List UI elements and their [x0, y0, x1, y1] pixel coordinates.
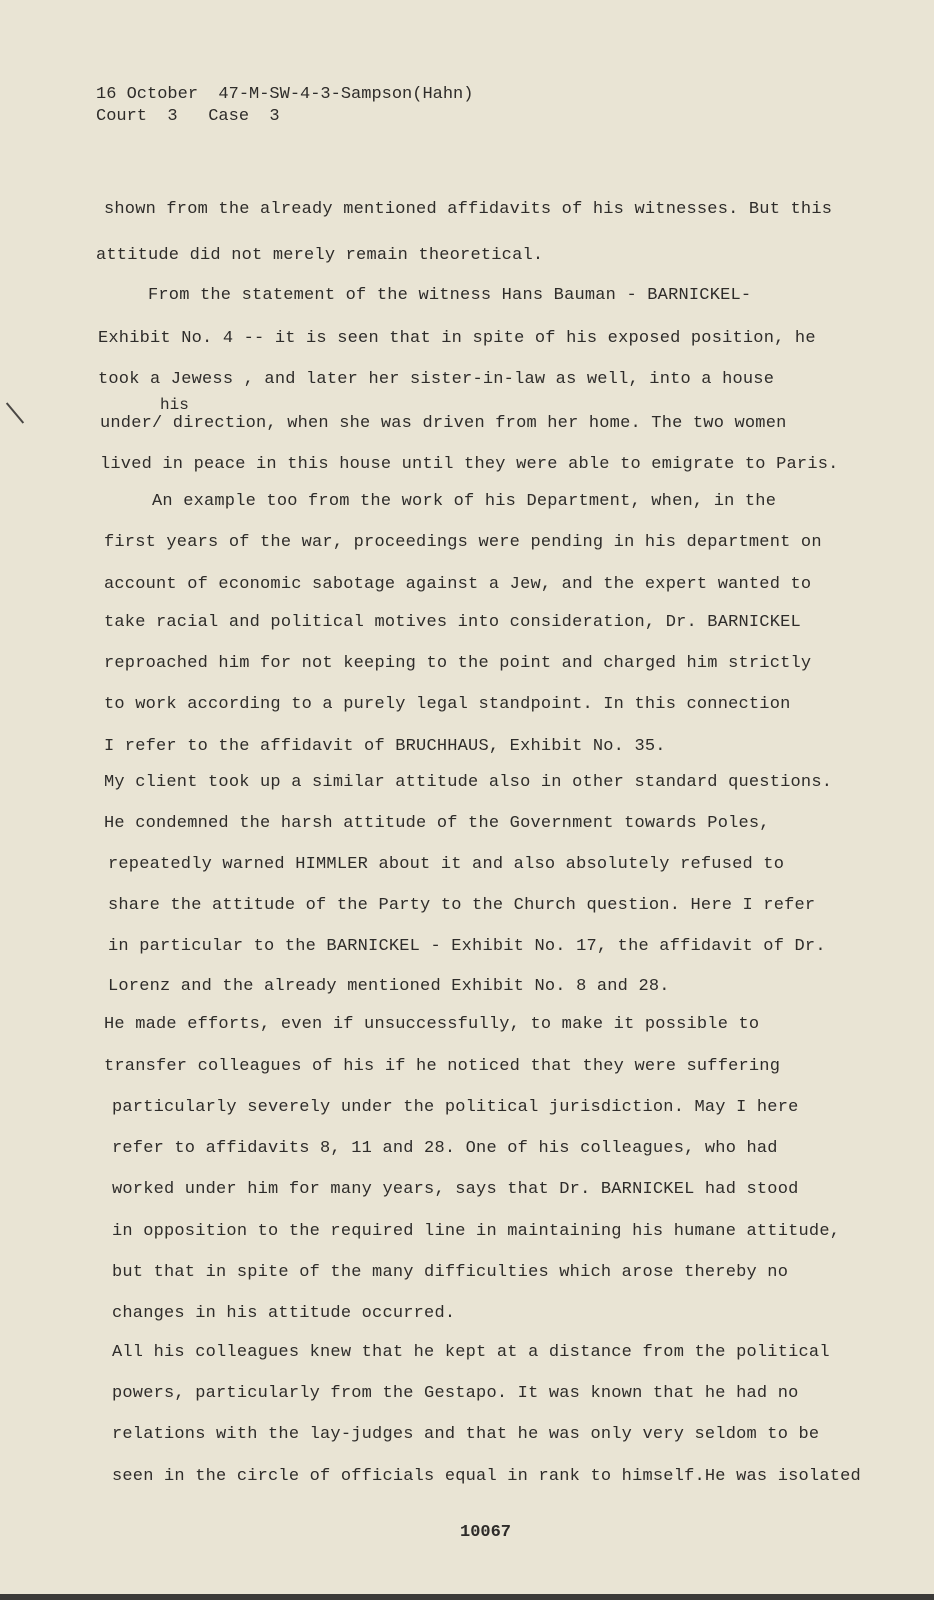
body-line: powers, particularly from the Gestapo. It was known that he had no	[112, 1384, 799, 1403]
body-line: under/ direction, when she was driven from her home. The two women	[100, 414, 787, 433]
body-line: Exhibit No. 4 -- it is seen that in spite of his exposed position, he	[98, 329, 816, 348]
body-line: transfer colleagues of his if he noticed that they were suffering	[104, 1057, 781, 1076]
body-line: I refer to the affidavit of BRUCHHAUS, Exhibit No. 35.	[104, 737, 666, 756]
handwritten-insert: his	[160, 396, 189, 414]
body-line: An example too from the work of his Department, when, in the	[152, 492, 777, 511]
body-line: took a Jewess , and later her sister-in-law as well, into a house	[98, 370, 775, 389]
body-line: My client took up a similar attitude also in other standard questions.	[104, 773, 833, 792]
body-line: He condemned the harsh attitude of the Government towards Poles,	[104, 814, 770, 833]
header-line-1: 16 October 47-M-SW-4-3-Sampson(Hahn)	[96, 85, 474, 104]
header-line-2: Court 3 Case 3	[96, 107, 280, 126]
body-line: All his colleagues knew that he kept at a distance from the political	[112, 1343, 830, 1362]
body-line: take racial and political motives into consideration, Dr. BARNICKEL	[104, 613, 801, 632]
body-line: From the statement of the witness Hans Bauman - BARNICKEL-	[148, 286, 752, 305]
body-line: changes in his attitude occurred.	[112, 1304, 456, 1323]
body-line: shown from the already mentioned affidavits of his witnesses. But this	[104, 200, 833, 219]
body-line: repeatedly warned HIMMLER about it and also absolutely refused to	[108, 855, 785, 874]
body-line: to work according to a purely legal standpoint. In this connection	[104, 695, 791, 714]
body-line: share the attitude of the Party to the Church question. Here I refer	[108, 896, 816, 915]
body-line: reproached him for not keeping to the point and charged him strictly	[104, 654, 812, 673]
body-line: Lorenz and the already mentioned Exhibit No. 8 and 28.	[108, 977, 670, 996]
body-line: first years of the war, proceedings were pending in his department on	[104, 533, 822, 552]
scan-edge	[0, 1594, 934, 1600]
margin-tick-mark	[6, 402, 24, 423]
page-number: 10067	[460, 1523, 512, 1542]
body-line: attitude did not merely remain theoretical.	[96, 246, 544, 265]
body-line: worked under him for many years, says that Dr. BARNICKEL had stood	[112, 1180, 799, 1199]
body-line: lived in peace in this house until they were able to emigrate to Paris.	[100, 455, 839, 474]
body-line: account of economic sabotage against a Jew, and the expert wanted to	[104, 575, 812, 594]
body-line: particularly severely under the political jurisdiction. May I here	[112, 1098, 799, 1117]
body-line: in particular to the BARNICKEL - Exhibit No. 17, the affidavit of Dr.	[108, 937, 826, 956]
body-line: in opposition to the required line in maintaining his humane attitude,	[112, 1222, 841, 1241]
body-line: seen in the circle of officials equal in rank to himself.He was isolated	[112, 1467, 861, 1486]
body-line: but that in spite of the many difficulties which arose thereby no	[112, 1263, 789, 1282]
document-header	[96, 84, 473, 128]
body-line: relations with the lay-judges and that he was only very seldom to be	[112, 1425, 820, 1444]
body-line: refer to affidavits 8, 11 and 28. One of his colleagues, who had	[112, 1139, 778, 1158]
body-line: He made efforts, even if unsuccessfully, to make it possible to	[104, 1015, 760, 1034]
